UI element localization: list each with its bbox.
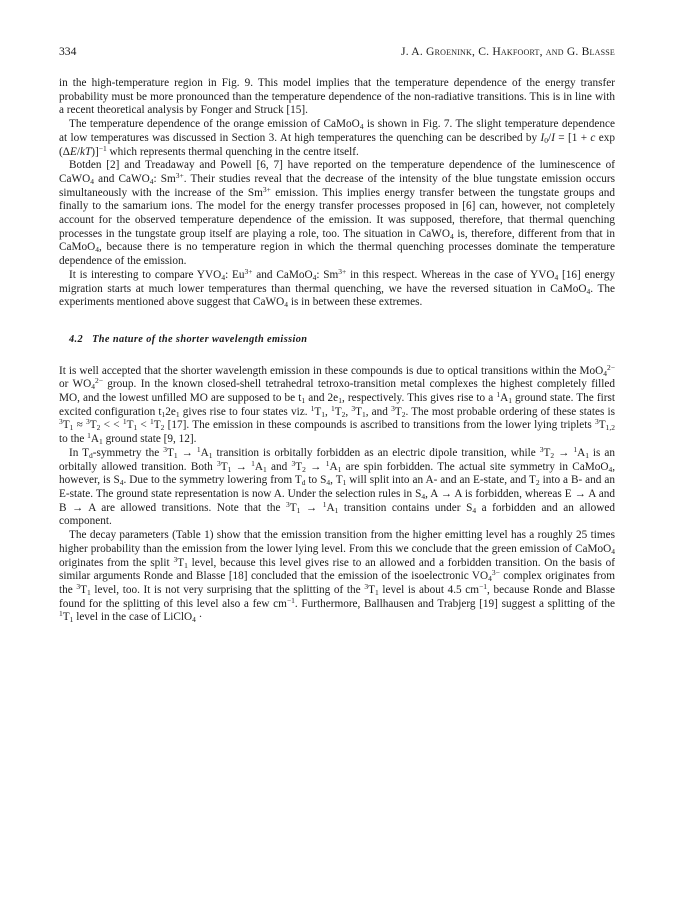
running-authors: J. A. Groenink, C. Hakfoort, and G. Blasse bbox=[401, 45, 615, 58]
paragraph: In $T_d$-symmetry the $^3T_1 \to ^1A_1$ transition is orbitally forbidden as an electric dipole transition, while $^3T_2 \to ^1A_1$ is an orbitally allowed transition. Both $^3T_1 \to ^1A_1$ and $^3T_2 \to ^1A_1$ are spin forbidden. The actual site symmetry in CaMoO$_4$, however, is $S_4$. Due to the symmetry lowering from $T_d$ to $S_4$, $T_1$ will split into an A- and an E-state, and $T_2$ into a B- and an E-state. The ground state representation is now A. Under the selection rules in $S_4$, A → A is forbidden, whereas E → A and B → A are allowed transitions. Note that the $^3T_1 \to ^1A_1$ transition contains under $S_4$ a forbidden and an allowed component. bbox=[59, 444, 616, 528]
paragraph: Botden [2] and Treadaway and Powell [6, 7] have reported on the temperature dependence of the luminescence of CaWO$_4$ and CaWO$_4$: $Sm^{3+}$. Their studies reveal that the decrease of the intensity of the blue tungstate emission occurs simultaneously with the increase of the $Sm^{3+}$ emission. This implies energy transfer between the tungstate groups and finally to the samarium ions. The model for the energy transfer processes proposed in [6] can, however, not completely account for the observed temperature dependence of the emission. It was supposed, therefore, that thermal quenching processes in the tungstate group itself are playing a role, too. The situation in CaWO$_4$ is, therefore, different from that in CaMoO$_4$, because there is no temperature region in which the thermal quenching processes dominate the temperature dependence of the emission. bbox=[59, 159, 616, 268]
page bbox=[59, 45, 615, 625]
section-heading bbox=[69, 333, 615, 347]
page-number: 334 bbox=[59, 45, 77, 58]
body-text bbox=[59, 77, 615, 625]
paragraph: It is well accepted that the shorter wavelength emission in these compounds is due to optical transitions within the MoO$_4^{2-}$ or $WO_4^{2-}$ group. In the known closed-shell tetrahedral tetroxo-transition metal complexes the highest completely filled MO, and the lowest unfilled MO are supposed to be $t_1$ and $2e_1$, respectively. This gives rise to a $^1A_1$ ground state. The first excited configuration $t_12e_1$ gives rise to four states viz. $^1T_1$, $^1T_2$, $^3T_1$, and $^3T_2$. The most probable ordering of these states is $^3T_1 \approx ^3T_2$ < < $^1T_1 < ^1T_2$ [17]. The emission in these compounds is ascribed to transitions from the lower lying triplets $^3T_{1,2}$ to the $^1A_1$ ground state [9, 12]. bbox=[59, 362, 616, 447]
section-number: 4.2 bbox=[69, 333, 84, 345]
paragraph: It is interesting to compare $YVO_4$: $Eu^{3+}$ and CaMoO$_4$: $Sm^{3+}$ in this respect. Whereas in the case of $YVO_4$ [16] energy migration starts at much lower temperatures than thermal quenching, we have the reversed situation in CaMoO$_4$. The experiments mentioned above suggest that CaWO$_4$ is in between these extremes. bbox=[59, 266, 615, 310]
paragraph: The decay parameters (Table 1) show that the emission transition from the higher emitting level has a roughly 25 times higher probability than the emission from the lower lying level. From this we conclude that the green emission of CaMoO$_4$ originates from the split $^3T_1$ level, because this level gives rise to an allowed and a forbidden transition. On the basis of similar arguments Ronde and Blasse [18] concluded that the emission of the isoelectronic $VO_4^{3-}$ complex originates from the $^3T_1$ level, too. It is not very surprising that the splitting of the $^3T_1$ level is about 4.5 $cm^{-1}$, because Ronde and Blasse found for the splitting of this level also a few $cm^{-1}$. Furthermore, Ballhausen and Trabjerg [19] suggest a splitting of the $^1T_1$ level in the case of LiClO$_4$ · bbox=[59, 529, 616, 625]
paragraph: in the high-temperature region in Fig. 9. This model implies that the temperature dependence of the energy transfer probability must be more pronounced than the temperature dependence of the non-radiative transitions. This is in line with a recent theoretical analysis by Fonger and Struck [15]. bbox=[59, 77, 615, 117]
running-header bbox=[59, 45, 615, 63]
section-title: The nature of the shorter wavelength emission bbox=[92, 333, 308, 345]
paragraph: The temperature dependence of the orange emission of CaMoO$_4$ is shown in Fig. 7. The slight temperature dependence at low temperatures was discussed in Section 3. At high temperatures the quenching can be described by $I_0/I = [1 + c$ exp (ΔE/kT)]$^{-1}$ which represents thermal quenching in the centre itself. bbox=[59, 118, 616, 158]
